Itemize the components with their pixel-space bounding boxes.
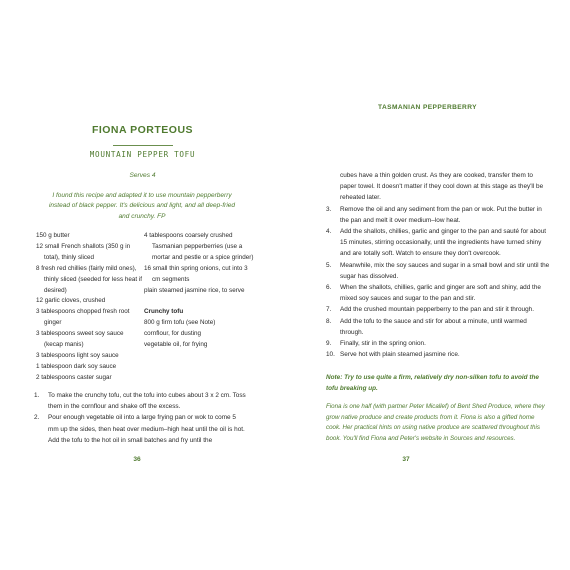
method-step <box>34 390 246 412</box>
step-number: 7. <box>326 306 332 314</box>
step-number: 4. <box>326 228 332 236</box>
method-step <box>326 338 550 349</box>
author-name: FIONA PORTEOUS <box>91 124 194 136</box>
step-text: Remove the oil and any sediment from the pan or wok. Put the butter in the pan and melt it over medium–low heat. <box>340 205 542 224</box>
running-head: TASMANIAN PEPPERBERRY <box>378 104 477 111</box>
ingredient: 8 fresh red chillies (fairly mild ones), thinly sliced (seeded for less heat if desired) <box>36 264 143 294</box>
ingredient: 1 tablespoon dark soy sauce <box>36 362 117 370</box>
title-rule <box>113 145 173 146</box>
step-number: 1. <box>34 392 40 399</box>
step-text: Add the crushed mountain pepperberry to the pan and stir it through. <box>340 306 534 314</box>
page-number: 37 <box>402 456 410 463</box>
step-text: Add the tofu to the sauce and stir for about a minute, until warmed through. <box>340 317 527 336</box>
ingredient: 3 tablespoons chopped fresh root ginger <box>36 308 130 327</box>
method-step <box>326 349 550 360</box>
ingredient: plain steamed jasmine rice, to serve <box>144 286 245 294</box>
step-number: 2. <box>34 414 40 422</box>
serves-line: Serves 4 <box>129 172 156 179</box>
recipe-note: Note: Try to use quite a firm, relatively dry non-silken tofu to avoid the tofu breaking up. <box>326 374 539 393</box>
method-step <box>326 204 550 226</box>
ingredient: vegetable oil, for frying <box>144 341 208 349</box>
ingredient: 3 tablespoons sweet soy sauce (kecap manis) <box>36 330 124 349</box>
crunchy-tofu-heading: Crunchy tofu <box>144 308 184 316</box>
recipe-title: MOUNTAIN PEPPER TOFU <box>89 150 196 159</box>
method-step <box>326 304 550 315</box>
step-text: Pour enough vegetable oil into a large frying pan or wok to come 5 mm up the sides, then heat over medium–high heat until the oil is hot. Add the tofu to the hot oil in small batches and fry until the <box>48 414 245 444</box>
method-steps-right <box>326 170 550 360</box>
author-bio: Fiona is one half (with partner Peter Micallef) of Bent Shed Produce, where they grow native produce and create products from it. Fiona is also a gifted home cook. Her practical hints on using native produce are scattered throughout this book. You'll find Fiona and Peter's website in Sources and resources. <box>326 403 545 442</box>
ingredients-column-2 <box>144 231 254 351</box>
recipe-intro: I found this recipe and adapted it to use mountain pepperberry instead of black pepper. It's delicious and light, and all deep-fried and crunchy. FP <box>48 192 235 220</box>
ingredient: 4 tablespoons coarsely crushed Tasmanian pepperberries (use a mortar and pestle or a spice grinder) <box>144 232 254 261</box>
step-text: Meanwhile, mix the soy sauces and sugar in a small bowl and stir until the sugar has dissolved. <box>340 261 550 280</box>
ingredient: 12 garlic cloves, crushed <box>36 297 106 305</box>
step-number: 8. <box>326 317 332 325</box>
ingredient: 800 g firm tofu (see Note) <box>144 319 216 327</box>
step-number: 6. <box>326 284 332 292</box>
step-text: When the shallots, chillies, garlic and ginger are soft and shiny, add the mixed soy sauces and sugar to the pan and stir. <box>340 284 541 303</box>
ingredient: cornflour, for dusting <box>144 330 202 338</box>
ingredient: 12 small French shallots (350 g in total), thinly sliced <box>36 242 131 261</box>
method-continued-text: cubes have a thin golden crust. As they are cooked, transfer them to paper towel. It doesn't matter if they cool down at this stage as they'll be reheated later. <box>340 172 544 202</box>
ingredient: 16 small thin spring onions, cut into 3 cm segments <box>144 264 248 283</box>
method-step <box>34 412 246 446</box>
right-page <box>285 0 570 570</box>
step-number: 10. <box>326 351 335 359</box>
method-steps-left <box>34 390 246 446</box>
method-step <box>326 260 550 282</box>
ingredient: 3 tablespoons light soy sauce <box>36 351 119 359</box>
ingredients-column-1 <box>36 231 144 384</box>
step-text: Serve hot with plain steamed jasmine rice. <box>340 351 460 359</box>
ingredient: 2 tablespoons caster sugar <box>36 373 112 381</box>
step-text: Finally, stir in the spring onion. <box>340 340 426 348</box>
method-step <box>326 226 550 260</box>
step-text: To make the crunchy tofu, cut the tofu into cubes about 3 x 2 cm. Toss them in the cornflour and shake off the excess. <box>48 392 246 411</box>
ingredient: 150 g butter <box>36 232 70 239</box>
method-step <box>326 316 550 338</box>
page-number: 36 <box>133 456 141 463</box>
method-step <box>326 282 550 304</box>
step-number: 5. <box>326 261 332 269</box>
step-text: Add the shallots, chillies, garlic and ginger to the pan and sauté for about 15 minutes, stirring occasionally, until the ingredients have turned shiny and are totally soft. Watch to ensure they don't overcook. <box>340 228 547 258</box>
step-number: 9. <box>326 340 332 348</box>
step-number: 3. <box>326 205 332 213</box>
